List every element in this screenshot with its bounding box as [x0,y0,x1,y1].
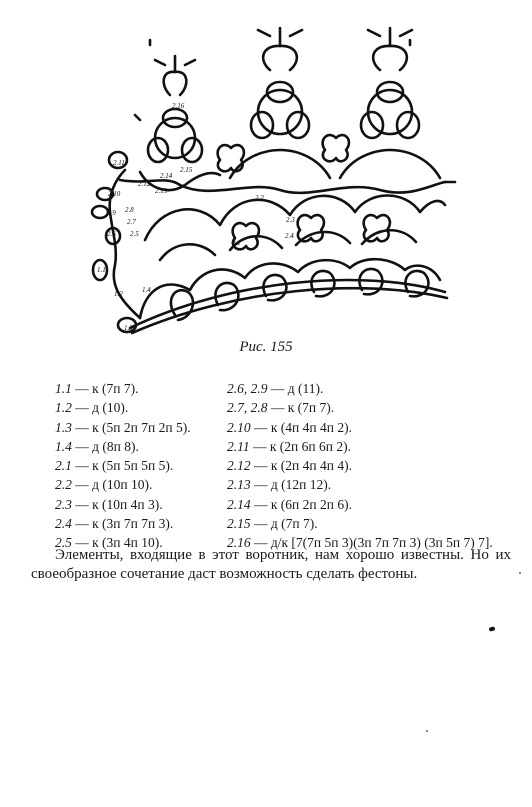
legend-element-number: 2.16 [227,535,251,551]
legend-element-spec: — к (2п 4п 4п 4). [250,458,352,474]
legend-element-number: 2.3 [55,496,72,512]
medallion-right [340,28,440,178]
legend-element-number: 1.1 [55,381,72,396]
legend-row [55,475,225,494]
legend-row [227,456,527,475]
legend-element-number: 1.2 [55,400,72,416]
legend-row [227,475,527,494]
legend-element-spec: — д (11). [267,381,324,396]
middle-trefoils [233,215,390,249]
ink-mark [489,626,496,631]
label-2-6: 2.6 [107,230,116,238]
legend-row [227,398,527,417]
legend-row [55,514,225,533]
label-1-2: 1.2 [114,290,123,298]
legend-row [227,418,527,437]
legend-element-spec: — к (7п 7). [267,400,335,416]
label-2-16: 2.16 [172,102,185,110]
body-paragraph: Элементы, входящие в этот воротник, нам хорошо известны. Но их своеобразное сочетание даст возможность сделать фестоны. [31,547,511,582]
label-2-5: 2.5 [130,230,139,238]
label-2-3: 2.3 [286,216,295,224]
legend-element-spec: — д (10). [71,400,129,416]
legend-element-number: 2.13 [227,477,251,493]
middle-arches [145,196,445,241]
paper-speck [519,572,521,574]
legend-row [55,495,225,514]
label-2-12: 2.12 [138,180,151,188]
legend-element-spec: — к (5п 2п 7п 2п 5). [71,419,191,435]
label-2-14: 2.14 [160,172,173,180]
legend-row [55,398,225,417]
legend-element-spec: — к (10п 4п 3). [71,496,163,512]
legend-element-number: 1.3 [55,419,72,435]
legend-element-number: 2.2 [55,477,72,493]
legend-element-spec: — к (6п 2п 2п 6). [250,496,352,512]
legend-element-number: 2.12 [227,458,251,474]
label-2-11: 2.11 [113,159,125,167]
legend-row [55,418,225,437]
lower-rings [171,269,428,320]
label-1-3: 1.3 [124,324,133,332]
legend-row [227,379,527,398]
label-2-10: 2.10 [108,190,121,198]
legend-element-number: 2.6, 2.9 [227,381,268,396]
legend-element-spec: — к (3п 4п 10). [71,535,163,551]
label-2-13: 2.13 [155,187,168,195]
legend-element-number: 2.1 [55,458,72,474]
paper-speck [426,730,428,732]
legend-row [227,514,527,533]
legend-element-spec: — к (7п 7). [71,381,139,396]
label-2-1: 2.1 [232,239,241,247]
label-1-4: 1.4 [142,286,151,294]
legend-element-number: 2.15 [227,516,251,532]
label-2-2: 2.2 [255,194,264,202]
legend-element-spec: — к (2п 6п 6п 2). [249,438,351,454]
medallion-center [230,28,330,178]
legend-row [55,437,225,456]
label-1-1: 1.1 [97,266,106,274]
legend-row [227,495,527,514]
legend-element-spec: — к (5п 5п 5п 5). [71,458,174,474]
label-2-8: 2.8 [125,206,134,214]
legend-element-spec: — к (3п 7п 7п 3). [71,516,174,532]
legend-element-number: 2.14 [227,496,251,512]
legend-element-number: 2.5 [55,535,72,551]
legend-element-spec: — д (7п 7). [250,516,318,532]
legend-row [227,437,527,456]
legend-element-spec: — д (12п 12). [250,477,332,493]
legend-element-spec: — д (10п 10). [71,477,153,493]
legend-element-number: 1.4 [55,438,72,454]
legend-element-number: 2.11 [227,438,250,454]
legend-element-spec: — д (8п 8). [71,438,139,454]
legend-element-spec: — д/к [7(7п 5п 3)(3п 7п 7п 3) (3п 5п 7) 7]. [250,535,493,551]
collar-band-inner [132,288,447,333]
label-2-4: 2.4 [285,232,294,240]
lace-collar-diagram [0,0,532,360]
legend-element-number: 2.4 [55,516,72,532]
legend-right-column [227,379,527,553]
legend-row [55,379,225,398]
figure-caption: Рис. 155 [239,339,293,355]
label-2-9: 2.9 [107,209,116,217]
legend-element-number: 2.7, 2.8 [227,400,268,416]
label-2-7: 2.7 [127,218,136,226]
legend-left-column [55,379,225,553]
legend-row [55,456,225,475]
legend-element-number: 2.10 [227,419,251,435]
legend-element-spec: — к (4п 4п 4п 2). [250,419,352,435]
label-2-15: 2.15 [180,166,193,174]
